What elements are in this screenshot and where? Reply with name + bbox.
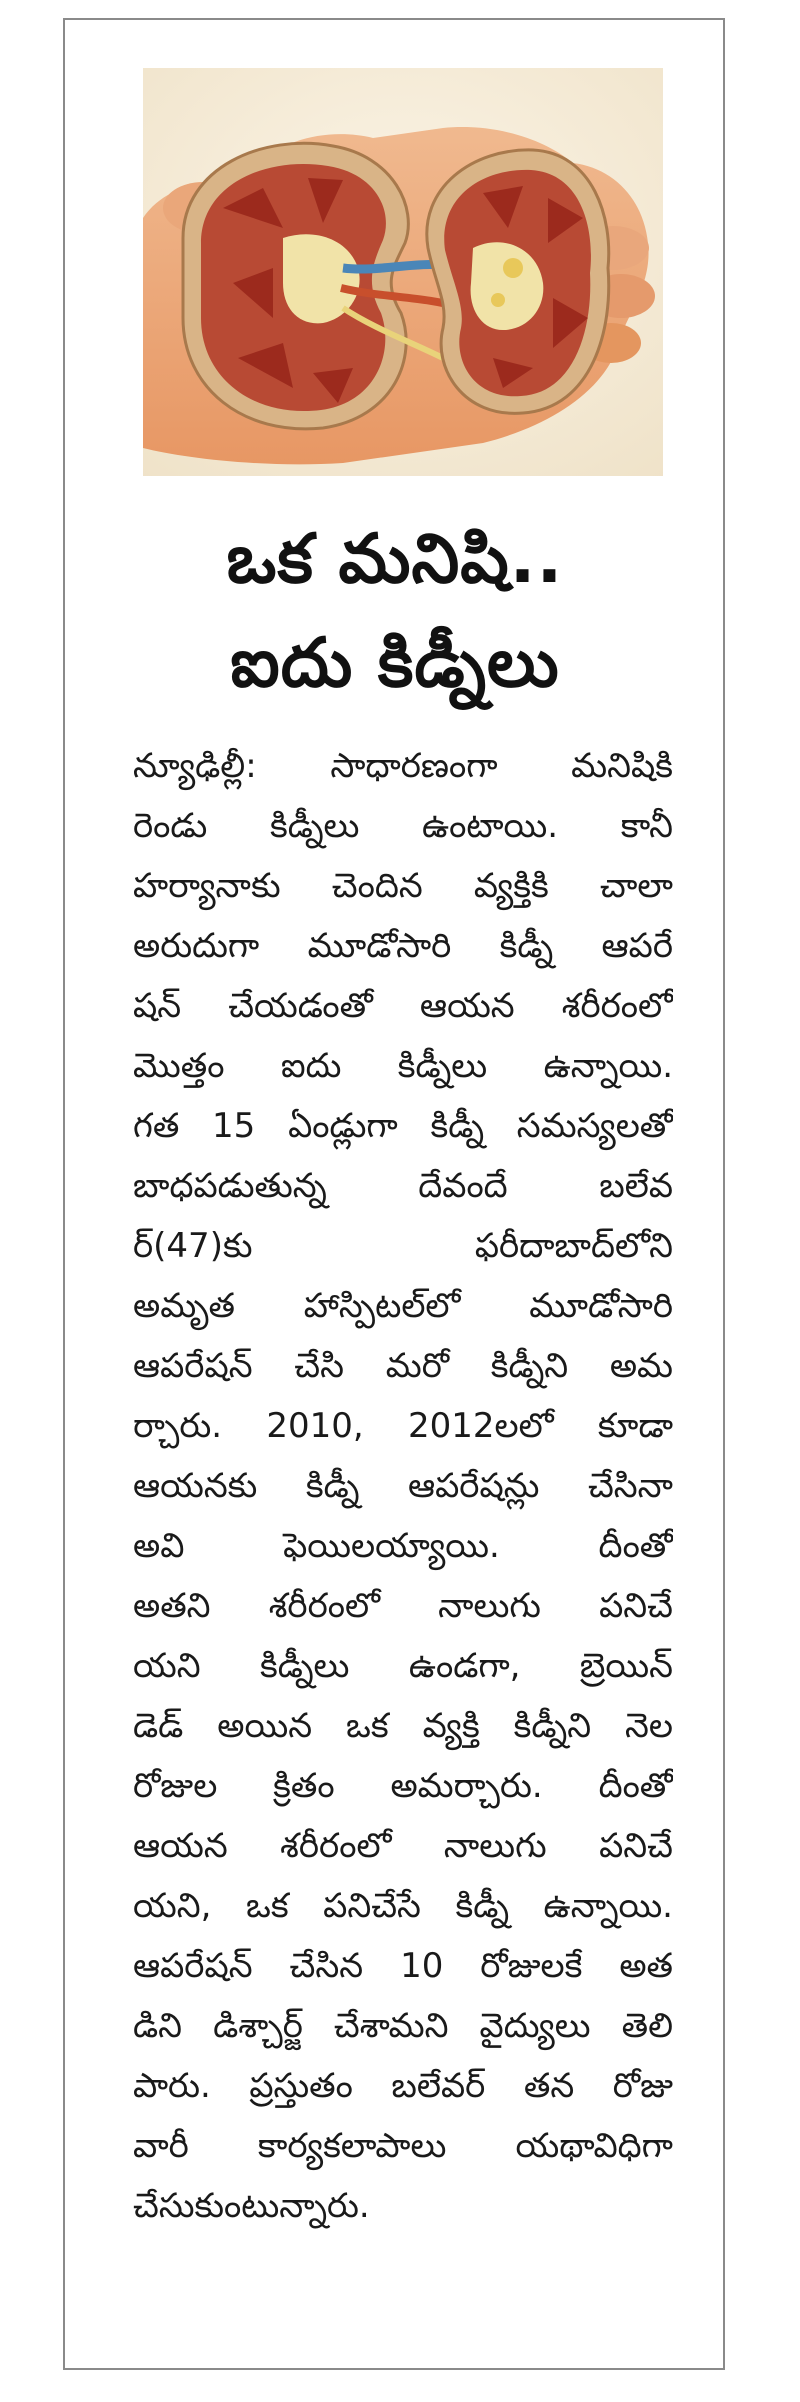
article-text-line: యని, ఒక పనిచేసే కిడ్నీ ఉన్నాయి.	[133, 1886, 673, 1926]
article-text-line: డిని డిశ్చార్జ్ చేశామని వైద్యులు తెలి	[133, 2006, 673, 2046]
article-body	[133, 736, 673, 2236]
headline	[75, 508, 715, 716]
right-kidney-half	[427, 150, 609, 413]
article-text-line: పారు. ప్రస్తుతం బలేవర్ తన రోజు	[133, 2066, 673, 2106]
article-text-line: అతని శరీరంలో నాలుగు పనిచే	[133, 1586, 673, 1626]
article-text-line: ఆయనకు కిడ్నీ ఆపరేషన్లు చేసినా	[133, 1466, 673, 1506]
article-text-line: ర్చారు. 2010, 2012లలో కూడా	[133, 1406, 673, 1446]
article-text-line: అమృత హాస్పిటల్‌లో మూడోసారి	[133, 1286, 673, 1326]
article-text-line: ఆపరేషన్ చేసిన 10 రోజులకే అత	[133, 1946, 673, 1986]
article-text-line: ఆపరేషన్ చేసి మరో కిడ్నీని అమ	[133, 1346, 673, 1386]
article-text-line: రోజుల క్రితం అమర్చారు. దీంతో	[133, 1766, 673, 1806]
article-text-line: న్యూఢిల్లీ: సాధారణంగా మనిషికి	[133, 746, 673, 786]
article-text-line: చేసుకుంటున్నారు.	[133, 2186, 370, 2226]
article-text-line: హర్యానాకు చెందిన వ్యక్తికి చాలా	[133, 866, 673, 906]
article-text-line: యని కిడ్నీలు ఉండగా, బ్రెయిన్	[133, 1646, 673, 1686]
article-text-line: అరుదుగా మూడోసారి కిడ్నీ ఆపరే	[133, 926, 673, 966]
article-text-line: డెడ్ అయిన ఒక వ్యక్తి కిడ్నీని నెల	[133, 1706, 673, 1746]
article-text-line: రెండు కిడ్నీలు ఉంటాయి. కానీ	[133, 806, 673, 846]
kidney-illustration	[143, 68, 663, 476]
article-text-line: గత 15 ఏండ్లుగా కిడ్నీ సమస్యలతో	[133, 1106, 673, 1146]
kidney-cross-section-photo	[143, 68, 663, 476]
article-text-line: బాధపడుతున్న దేవందే బలేవ	[133, 1166, 673, 1206]
headline-line-2: ఐదు కిడ్నీలు	[230, 624, 560, 703]
article-text-line: మొత్తం ఐదు కిడ్నీలు ఉన్నాయి.	[133, 1046, 673, 1086]
article-text-line: అవి ఫెయిలయ్యాయి. దీంతో	[133, 1526, 673, 1566]
news-clipping	[63, 18, 725, 2370]
article-text-line: ర్(47)కు ఫరీదాబాద్‌లోని	[133, 1226, 673, 1266]
article-text-line: షన్ చేయడంతో ఆయన శరీరంలో	[133, 986, 673, 1026]
article-text-line: ఆయన శరీరంలో నాలుగు పనిచే	[133, 1826, 673, 1866]
headline-line-1: ఒక మనిషి..	[226, 520, 564, 599]
article-text-line: వారీ కార్యకలాపాలు యథావిధిగా	[133, 2126, 673, 2166]
